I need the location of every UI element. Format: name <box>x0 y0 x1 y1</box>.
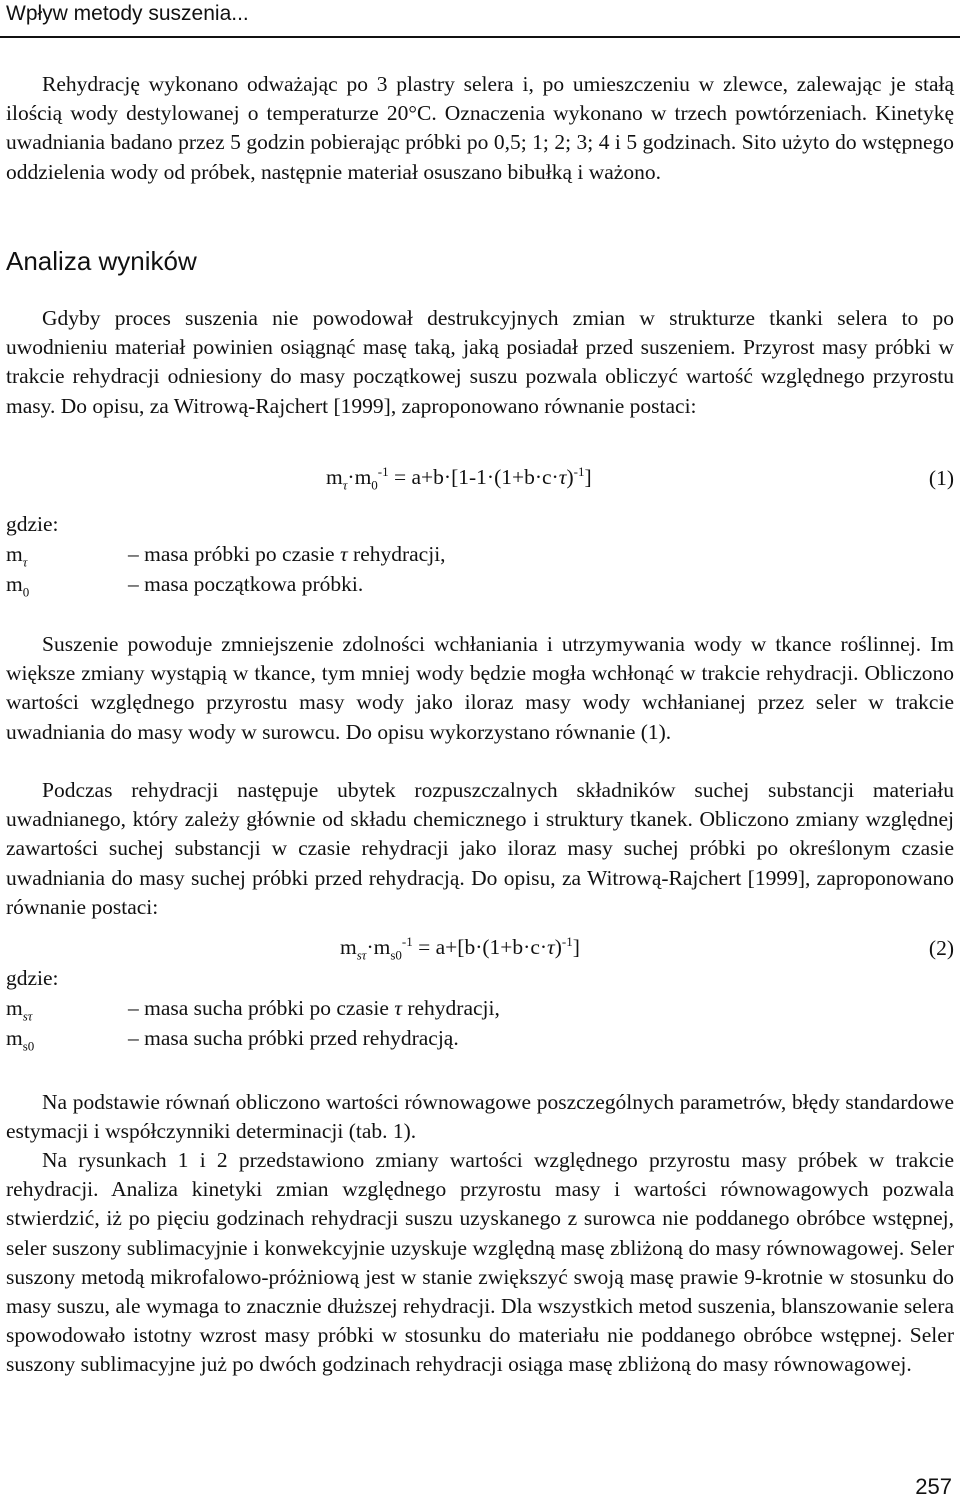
def-1-item-0: $m_\tau$ – masa próbki po czasie τ rehydracji, <box>6 542 446 570</box>
header-rule <box>0 36 960 38</box>
defs-1-label: gdzie: <box>6 512 59 536</box>
def-2-item-1: $m_{s0}$ – masa sucha próbki przed rehydracją. <box>6 1026 459 1054</box>
running-header-title: Wpływ metody suszenia... <box>6 2 249 25</box>
running-header <box>0 0 960 38</box>
def-1-item-1: $m_0$ – masa początkowa próbki. <box>6 572 364 600</box>
defs-2-label: gdzie: <box>6 966 59 990</box>
section-heading: Analiza wyników <box>6 246 197 276</box>
def-2-item-0: $m_{s\tau}$ – masa sucha próbki po czasie τ rehydracji, <box>6 996 500 1024</box>
equation-2: $m_{s\tau}\cdot m_{s0}^{-1} = a+[b\cdot(1+b\cdot c\cdot\tau)^{-1}]$ <box>340 934 580 963</box>
paragraph-equilibrium-values: Na podstawie równań obliczono wartości równowagowe poszczególnych parametrów, błędy standardowe estymacji i współczynniki determinacji (tab. 1). <box>6 1090 954 1144</box>
equation-1: $m_\tau\cdot m_0^{-1} = a+b\cdot[1-1\cdot(1+b\cdot c\cdot\tau)^{-1}]$ <box>326 464 592 493</box>
paragraph-rehydration-method: Rehydrację wykonano odważając po 3 plastry selera i, po umieszczeniu w zlewce, zalewając je stałą ilością wody destylowanej o temperaturze 20°C. Oznaczenia wykonano w trzech powtórzeniach. Kinetykę uwadniania badano przez 5 godzin pobierając próbki po 0,5; 1; 2; 3; 4 i 5 godzinach. Sito użyto do wstępnego oddzielenia wody od próbek, następnie materiał osuszano bibułką i ważono. <box>6 72 954 184</box>
equation-1-number: (1) <box>928 466 954 490</box>
equation-2-number: (2) <box>928 936 954 960</box>
page-number: 257 <box>915 1474 952 1499</box>
paragraph-mass-increase: Gdyby proces suszenia nie powodował destrukcyjnych zmian w strukturze tkanki selera to po uwodnieniu materiał powinien osiągnąć masę taką, jaką posiadał przed suszeniem. Przyrost masy próbki w trakcie rehydracji odniesiony do masy początkowej suszu pozwala obliczyć wartość względnego przyrostu masy. Do opisu, za Witrową-Rajchert [1999], zaproponowano równanie postaci: <box>6 306 954 418</box>
paragraph-dry-matter: Podczas rehydracji następuje ubytek rozpuszczalnych składników suchej substancji materiału uwadnianego, który zależy głównie od składu chemicznego i struktury tkanek. Obliczono zmiany względnej zawartości suchej substancji w czasie rehydracji jako iloraz masy suchej próbki po określonym czasie uwadniania do masy suchej próbki przed rehydracją. Do opisu, za Witrową-Rajchert [1999], zaproponowano równanie postaci: <box>6 778 954 919</box>
paragraph-drying-reduction: Suszenie powoduje zmniejszenie zdolności wchłaniania i utrzymywania wody w tkance roślinnej. Im większe zmiany wystąpią w tkance, tym mniej wody będzie mogła wchłonąć w trakcie rehydracji. Obliczono wartości względnego przyrostu masy wody jako iloraz masy wody wchłanianej przez seler w trakcie uwadniania do masy wody w surowcu. Do opisu wykorzystano równanie (1). <box>6 632 954 744</box>
paragraph-kinetics-analysis: Na rysunkach 1 i 2 przedstawiono zmiany wartości względnego przyrostu masy próbek w trakcie rehydracji. Analiza kinetyki zmian względnego przyrostu masy i wartości równowagowych pozwala stwierdzić, iż po pięciu godzinach rehydracji suszu uzyskanego z surowca nie poddanego obróbce wstępnej, seler suszony sublimacyjnie i konwekcyjnie uzyskuje względną masę zbliżoną do masy równowagowej. Seler suszony metodą mikrofalowo-próżniową jest w stanie zwiększyć swoją masę prawie 9-krotnie w stosunku do masy suszu, ale wymaga to znacznie dłuższej rehydracji. Dla wszystkich metod suszenia, blanszowanie selera spowodowało istotny wzrost masy próbki w stosunku do materiału nie poddanego obróbce wstępnej. Seler suszony sublimacyjne już po dwóch godzinach rehydracji osiąga masę zbliżoną do masy równowagowej. <box>6 1148 954 1377</box>
